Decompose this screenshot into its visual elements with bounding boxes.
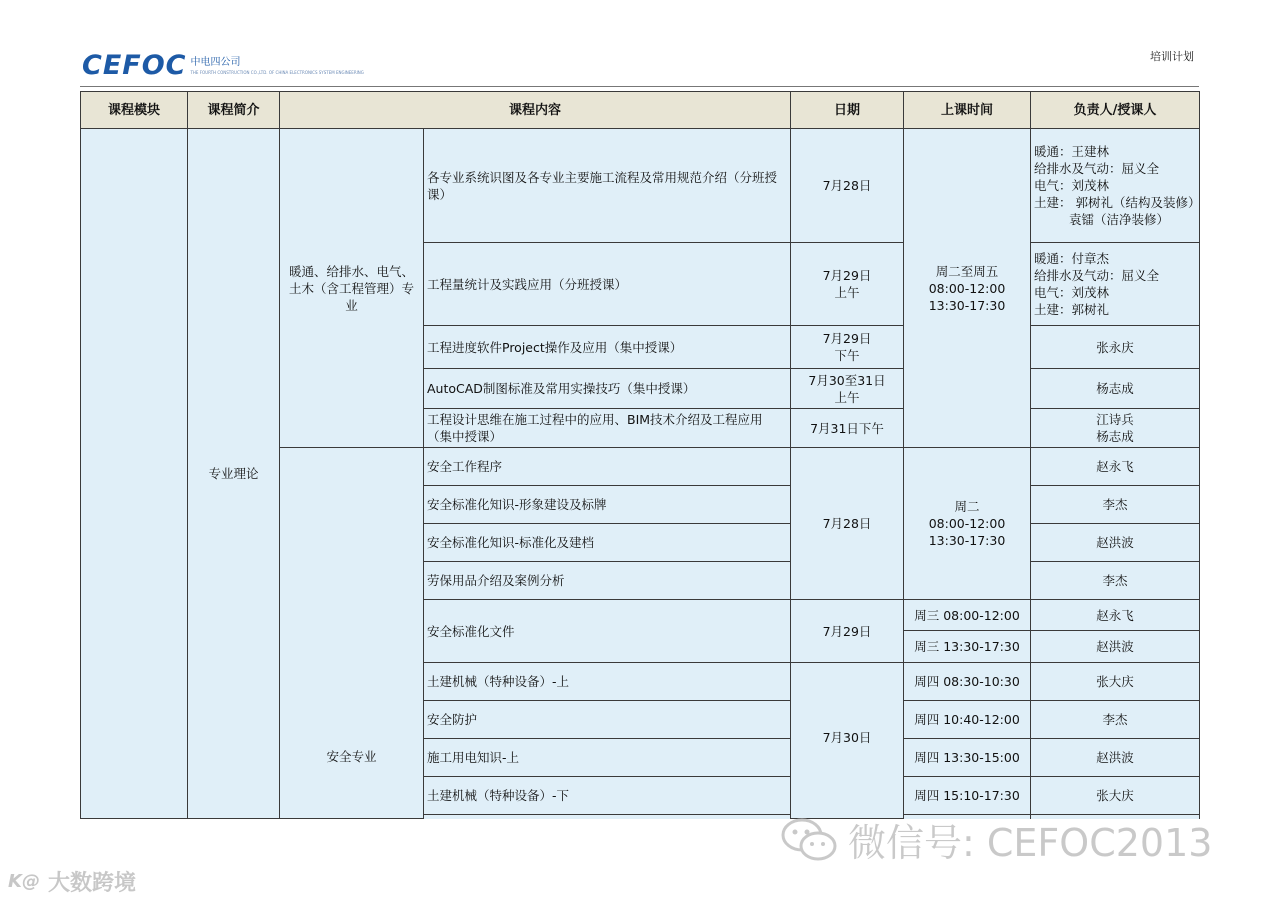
doc-tag: 培训计划 <box>1150 50 1194 63</box>
block1-time: 周二 08:00-12:00 13:30-17:30 <box>904 448 1031 600</box>
course-time: 周三 13:30-17:30 <box>904 631 1031 663</box>
header-divider <box>80 86 1199 87</box>
course-date: 7月30至31日 上午 <box>791 369 904 409</box>
course-person: 暖通：付章杰 给排水及气动：屈义全 电气：刘茂林 土建：郭树礼 <box>1031 243 1200 326</box>
group1-time: 周二至周五 08:00-12:00 13:30-17:30 <box>904 129 1031 448</box>
course-person: 江诗兵 杨志成 <box>1031 409 1200 448</box>
wechat-watermark-text: 微信号: CEFOC2013 <box>848 821 1213 865</box>
course-content: 工程设计思维在施工过程中的应用、BIM技术介绍及工程应用（集中授课） <box>424 409 791 448</box>
dashu-watermark-text: 大数跨境 <box>47 871 136 896</box>
course-content: 各专业系统识图及各专业主要施工流程及常用规范介绍（分班授课） <box>424 129 791 243</box>
course-time: 周三 08:00-12:00 <box>904 600 1031 631</box>
logo-cn-name: 中电四公司 <box>190 56 241 68</box>
course-date: 7月29日 <box>791 600 904 663</box>
course-content: 土建机械（特种设备）-上 <box>424 663 791 701</box>
course-person: 张大庆 <box>1031 777 1200 815</box>
course-content: 安全标准化知识-标准化及建档 <box>424 524 791 562</box>
module-cell <box>81 129 188 819</box>
intro-cell: 专业理论 <box>188 129 280 819</box>
course-content: 安全工作程序 <box>424 448 791 486</box>
course-person: 李杰 <box>1031 486 1200 524</box>
course-content: 劳保用品介绍及案例分析 <box>424 562 791 600</box>
course-date: 7月28日 <box>791 129 904 243</box>
dashu-mark: K@ <box>8 871 40 892</box>
table-row <box>81 129 1200 243</box>
course-date: 7月29日 下午 <box>791 326 904 369</box>
col-header-person: 负责人/授课人 <box>1031 92 1200 129</box>
course-time: 周四 15:10-17:30 <box>904 777 1031 815</box>
group1-title: 暖通、给排水、电气、土木（含工程管理）专业 <box>280 129 424 448</box>
course-content: AutoCAD制图标准及常用实操技巧（集中授课） <box>424 369 791 409</box>
cut-cell <box>424 815 791 819</box>
col-header-module: 课程模块 <box>81 92 188 129</box>
course-date: 7月31日下午 <box>791 409 904 448</box>
course-date: 7月29日 上午 <box>791 243 904 326</box>
col-header-time: 上课时间 <box>904 92 1031 129</box>
course-content: 土建机械（特种设备）-下 <box>424 777 791 815</box>
course-person: 暖通：王建林 给排水及气动：屈义全 电气：刘茂林 土建： 郭树礼（结构及装修） 袁镭（洁净装修） <box>1031 129 1200 243</box>
course-content: 安全防护 <box>424 701 791 739</box>
course-person: 李杰 <box>1031 701 1200 739</box>
group2-title: 安全专业 <box>280 448 424 819</box>
logo-en-name: THE FOURTH CONSTRUCTION CO.,LTD. OF CHINA ELECTRONICS SYSTEM ENGINEERING <box>190 69 364 75</box>
course-person: 赵永飞 <box>1031 448 1200 486</box>
course-content: 安全标准化文件 <box>424 600 791 663</box>
course-person: 李杰 <box>1031 562 1200 600</box>
course-time: 周四 10:40-12:00 <box>904 701 1031 739</box>
course-person: 张大庆 <box>1031 663 1200 701</box>
course-person: 张永庆 <box>1031 326 1200 369</box>
col-header-date: 日期 <box>791 92 904 129</box>
course-content: 工程量统计及实践应用（分班授课） <box>424 243 791 326</box>
course-time: 周四 13:30-15:00 <box>904 739 1031 777</box>
logo-mark: CEFOC <box>82 50 187 81</box>
course-person: 赵洪波 <box>1031 524 1200 562</box>
course-person: 赵洪波 <box>1031 739 1200 777</box>
course-person: 赵永飞 <box>1031 600 1200 631</box>
wechat-icon <box>780 816 838 864</box>
table-header-row <box>81 92 1200 129</box>
dashu-watermark <box>8 866 136 897</box>
course-content: 安全标准化知识-形象建设及标牌 <box>424 486 791 524</box>
training-plan-table <box>80 91 1200 819</box>
course-content: 工程进度软件Project操作及应用（集中授课） <box>424 326 791 369</box>
logo-side <box>190 57 363 76</box>
company-logo <box>82 52 364 80</box>
col-header-intro: 课程简介 <box>188 92 280 129</box>
course-person: 杨志成 <box>1031 369 1200 409</box>
course-date: 7月30日 <box>791 663 904 819</box>
course-content: 施工用电知识-上 <box>424 739 791 777</box>
col-header-content: 课程内容 <box>280 92 791 129</box>
course-time: 周四 08:30-10:30 <box>904 663 1031 701</box>
course-person: 赵洪波 <box>1031 631 1200 663</box>
course-date: 7月28日 <box>791 448 904 600</box>
wechat-watermark <box>780 812 1212 867</box>
